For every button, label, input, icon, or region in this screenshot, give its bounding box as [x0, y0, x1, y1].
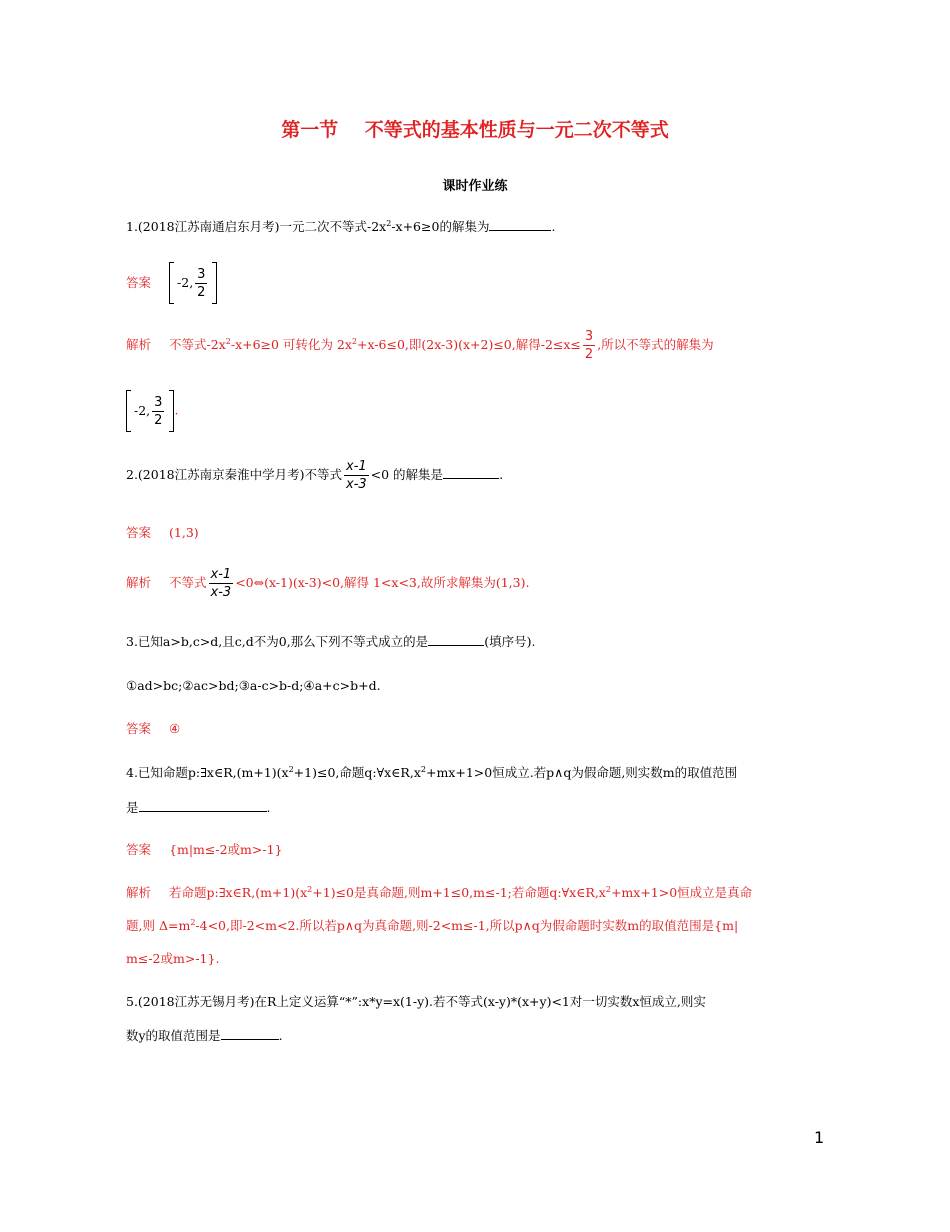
- answer-blank: [139, 799, 267, 812]
- q2-answer: 答案 (1,3): [126, 525, 199, 540]
- fraction: $\frac{3}{2}$: [197, 266, 206, 300]
- q4-analysis-line2: 题,则 $\Delta=m^2-4<0$,即-2<m<2.所以若p∧q为真命题,则-2<m≤-1,所以p∧q为假命题时实数m的取值范围是{m|: [126, 917, 739, 933]
- answer-label: 答案: [126, 525, 152, 540]
- analysis-label: 解析: [126, 885, 152, 900]
- q2-analysis: 解析 不等式 $\frac{x-1}{x-3}$ <0⇔(x-1)(x-3)<0,解得 1<x<3,故所求解集为(1,3).: [126, 567, 530, 600]
- q4-stem: 4.已知命题$p:\exists x\in R,(m+1)(x^2+1)\le 0$,命题$q:\forall x\in R,x^2+mx+1>0$恒成立.若p∧q为假命题,则实数m的取值范围: [126, 764, 738, 780]
- fraction: $\frac{3}{2}$: [584, 329, 594, 362]
- q5-stem-cont: 数y的取值范围是 .: [126, 1028, 283, 1043]
- analysis-label: 解析: [126, 337, 152, 352]
- section-subtitle: 课时作业练: [442, 179, 508, 194]
- fraction: $\frac{x-1}{x-3}$: [210, 567, 232, 600]
- q3-stem: 3.已知a>b,c>d,且c,d不为0,那么下列不等式成立的是 (填序号).: [126, 634, 536, 649]
- answer-label: 答案: [126, 842, 152, 857]
- q3-options: ①ad>bc;②ac>bd;③a-c>b-d;④a+c>b+d.: [126, 678, 381, 693]
- answer-label: 答案: [126, 721, 152, 736]
- q4-analysis-line3: m≤-2或m>-1}.: [126, 951, 220, 966]
- q5-stem: 5.(2018江苏无锡月考)在R上定义运算“*”:x*y=x(1-y).若不等式(x-y)*(x+y)<1对一切实数x恒成立,则实: [126, 994, 706, 1009]
- q1-analysis-cont: -2, $\frac{3}{2}$ .: [126, 390, 178, 432]
- q1-stem: 1.(2018江苏南通启东月考)一元二次不等式$-2x^2-x+6\ge 0$的解集为 .: [126, 218, 556, 234]
- answer-blank: [489, 218, 551, 231]
- section-title: 第一节 不等式的基本性质与一元二次不等式: [281, 119, 669, 141]
- answer-blank: [443, 466, 499, 479]
- fraction: $\frac{3}{2}$: [154, 394, 163, 428]
- q4-analysis: 解析 若命题$p:\exists x\in R,(m+1)(x^2+1)\le 0$是真命题,则m+1≤0,m≤-1;若命题$q:\forall x\in R,x^2+mx+1>0$恒成立是真命: [126, 884, 753, 900]
- q3-answer: 答案 ④: [126, 721, 181, 736]
- fraction: $\frac{x-1}{x-3}$: [346, 459, 367, 492]
- q1-answer: 答案 -2, $\frac{3}{2}$: [126, 262, 217, 304]
- q2-stem: 2.(2018江苏南京秦淮中学月考)不等式 $\frac{x-1}{x-3}$ <0 的解集是 .: [126, 459, 504, 492]
- page-number: 1: [814, 1128, 825, 1147]
- analysis-label: 解析: [126, 575, 152, 590]
- answer-blank: [221, 1027, 279, 1040]
- answer-label: 答案: [126, 274, 152, 290]
- q1-analysis: 解析 不等式$-2x^2-x+6\ge 0$ 可转化为 $2x^2+x-6\le 0$,即(2x-3)(x+2)≤0,解得-2≤x≤ $\frac{3}{2}$ ,所以不等式的解集为: [126, 329, 714, 362]
- q4-stem-cont: 是 .: [126, 800, 271, 815]
- answer-blank: [428, 633, 484, 646]
- q4-answer: 答案 {m|m≤-2或m>-1}: [126, 842, 283, 857]
- right-bracket: [212, 262, 217, 304]
